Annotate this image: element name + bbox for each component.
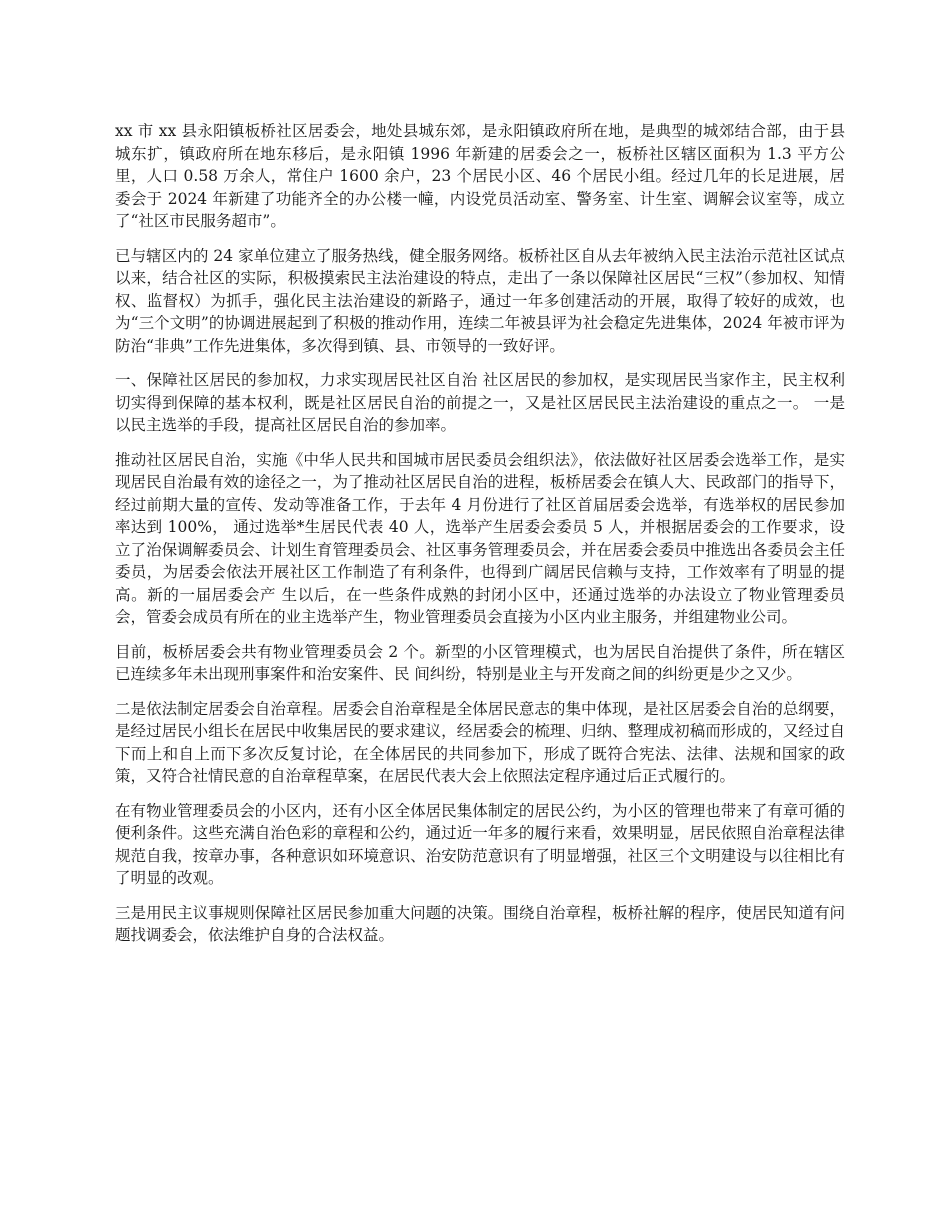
paragraph-election: 推动社区居民自治，实施《中华人民共和国城市居民委员会组织法》，依法做好社区居委会选举工作，是实现居民自治最有效的途径之一，为了推动社区居民自治的进程，板桥居委会在镇人大、民政部门的指导下，经过前期大量的宣传、发动等准备工作，于去年 4 月份进行了社区首届居委会选举，有选举权的居民参加率达到 100%， 通过选举*生居民代表 40 人，选举产生居委会委员 5 人，并根据居委会的工作要求，设立了治保调解委员会、计划生育管理委员会、社区事务管理委员会，并在居委会委员中推选出各委员会主任委员，为居委会依法开展社区工作制造了有利条件，也得到广阔居民信赖与支持，工作效率有了明显的提高。新的一届居委会产 生以后，在一些条件成熟的封闭小区中，还通过选举的办法设立了物业管理委员会，管委会成员有所在的业主选举产生，物业管理委员会直接为小区内业主服务，并组建物业公司。 [115,450,845,626]
paragraph-charter: 二是依法制定居委会自治章程。居委会自治章程是全体居民意志的集中体现，是社区居委会自治的总纲要，是经过居民小组长在居民中收集居民的要求建议，经居委会的梳理、归纳、整理成初稿而形成的，又经过自下而上和自上而下多次反复讨论，在全体居民的共同参加下，形成了既符合宪法、法律、法规和国家的政策，又符合社情民意的自治章程草案，在居民代表大会上依照法定程序通过后正式履行的。 [115,699,845,785]
paragraph-property-committee: 目前，板桥居委会共有物业管理委员会 2 个。新型的小区管理模式，也为居民自治提供了条件，所在辖区已连续多年未出现刑事案件和治安案件、民 间纠纷，特别是业主与开发商之间的纠纷更是少之又少。 [115,642,845,683]
paragraph-service-network: 已与辖区内的 24 家单位建立了服务热线，健全服务网络。板桥社区自从去年被纳入民主法治示范社区试点以来，结合社区的实际，积极摸索民主法治建设的特点，走出了一条以保障社区居民“三权”（参加权、知情权、监督权）为抓手，强化民主法治建设的新路子，通过一年多创建活动的开展，取得了较好的成效，也为“三个文明”的协调进展起到了积极的推动作用，连续二年被县评为社会稳定先进集体，2024 年被市评为防治“非典”工作先进集体，多次得到镇、县、市领导的一致好评。 [115,246,845,355]
paragraph-decision-making: 三是用民主议事规则保障社区居民参加重大问题的决策。围绕自治章程，板桥社解的程序，使居民知道有问题找调委会，依法维护自身的合法权益。 [115,903,845,944]
paragraph-participation-right: 一、保障社区居民的参加权，力求实现居民社区自治 社区居民的参加权，是实现居民当家作主，民主权利切实得到保障的基本权利，既是社区居民自治的前提之一，又是社区居民民主法治建设的重点之一。 一是以民主选举的手段，提高社区居民自治的参加率。 [115,371,845,434]
paragraph-intro: xx 市 xx 县永阳镇板桥社区居委会，地处县城东郊，是永阳镇政府所在地，是典型的城郊结合部，由于县城东扩，镇政府所在地东移后，是永阳镇 1996 年新建的居委会之一，板桥社区辖区面积为 1.3 平方公里，人口 0.58 万余人，常住户 1600 余户，23 个居民小区、46 个居民小组。经过几年的长足进展，居委会于 2024 年新建了功能齐全的办公楼一幢，内设党员活动室、警务室、计生室、调解会议室等，成立了“社区市民服务超市”。 [115,122,845,230]
document-body [115,120,845,959]
paragraph-residents-convention: 在有物业管理委员会的小区内，还有小区全体居民集体制定的居民公约，为小区的管理也带来了有章可循的便利条件。这些充满自治色彩的章程和公约，通过近一年多的履行来看，效果明显，居民依照自治章程法律规范自我，按章办事，各种意识如环境意识、治安防范意识有了明显增强，社区三个文明建设与以往相比有了明显的改观。 [115,801,845,887]
